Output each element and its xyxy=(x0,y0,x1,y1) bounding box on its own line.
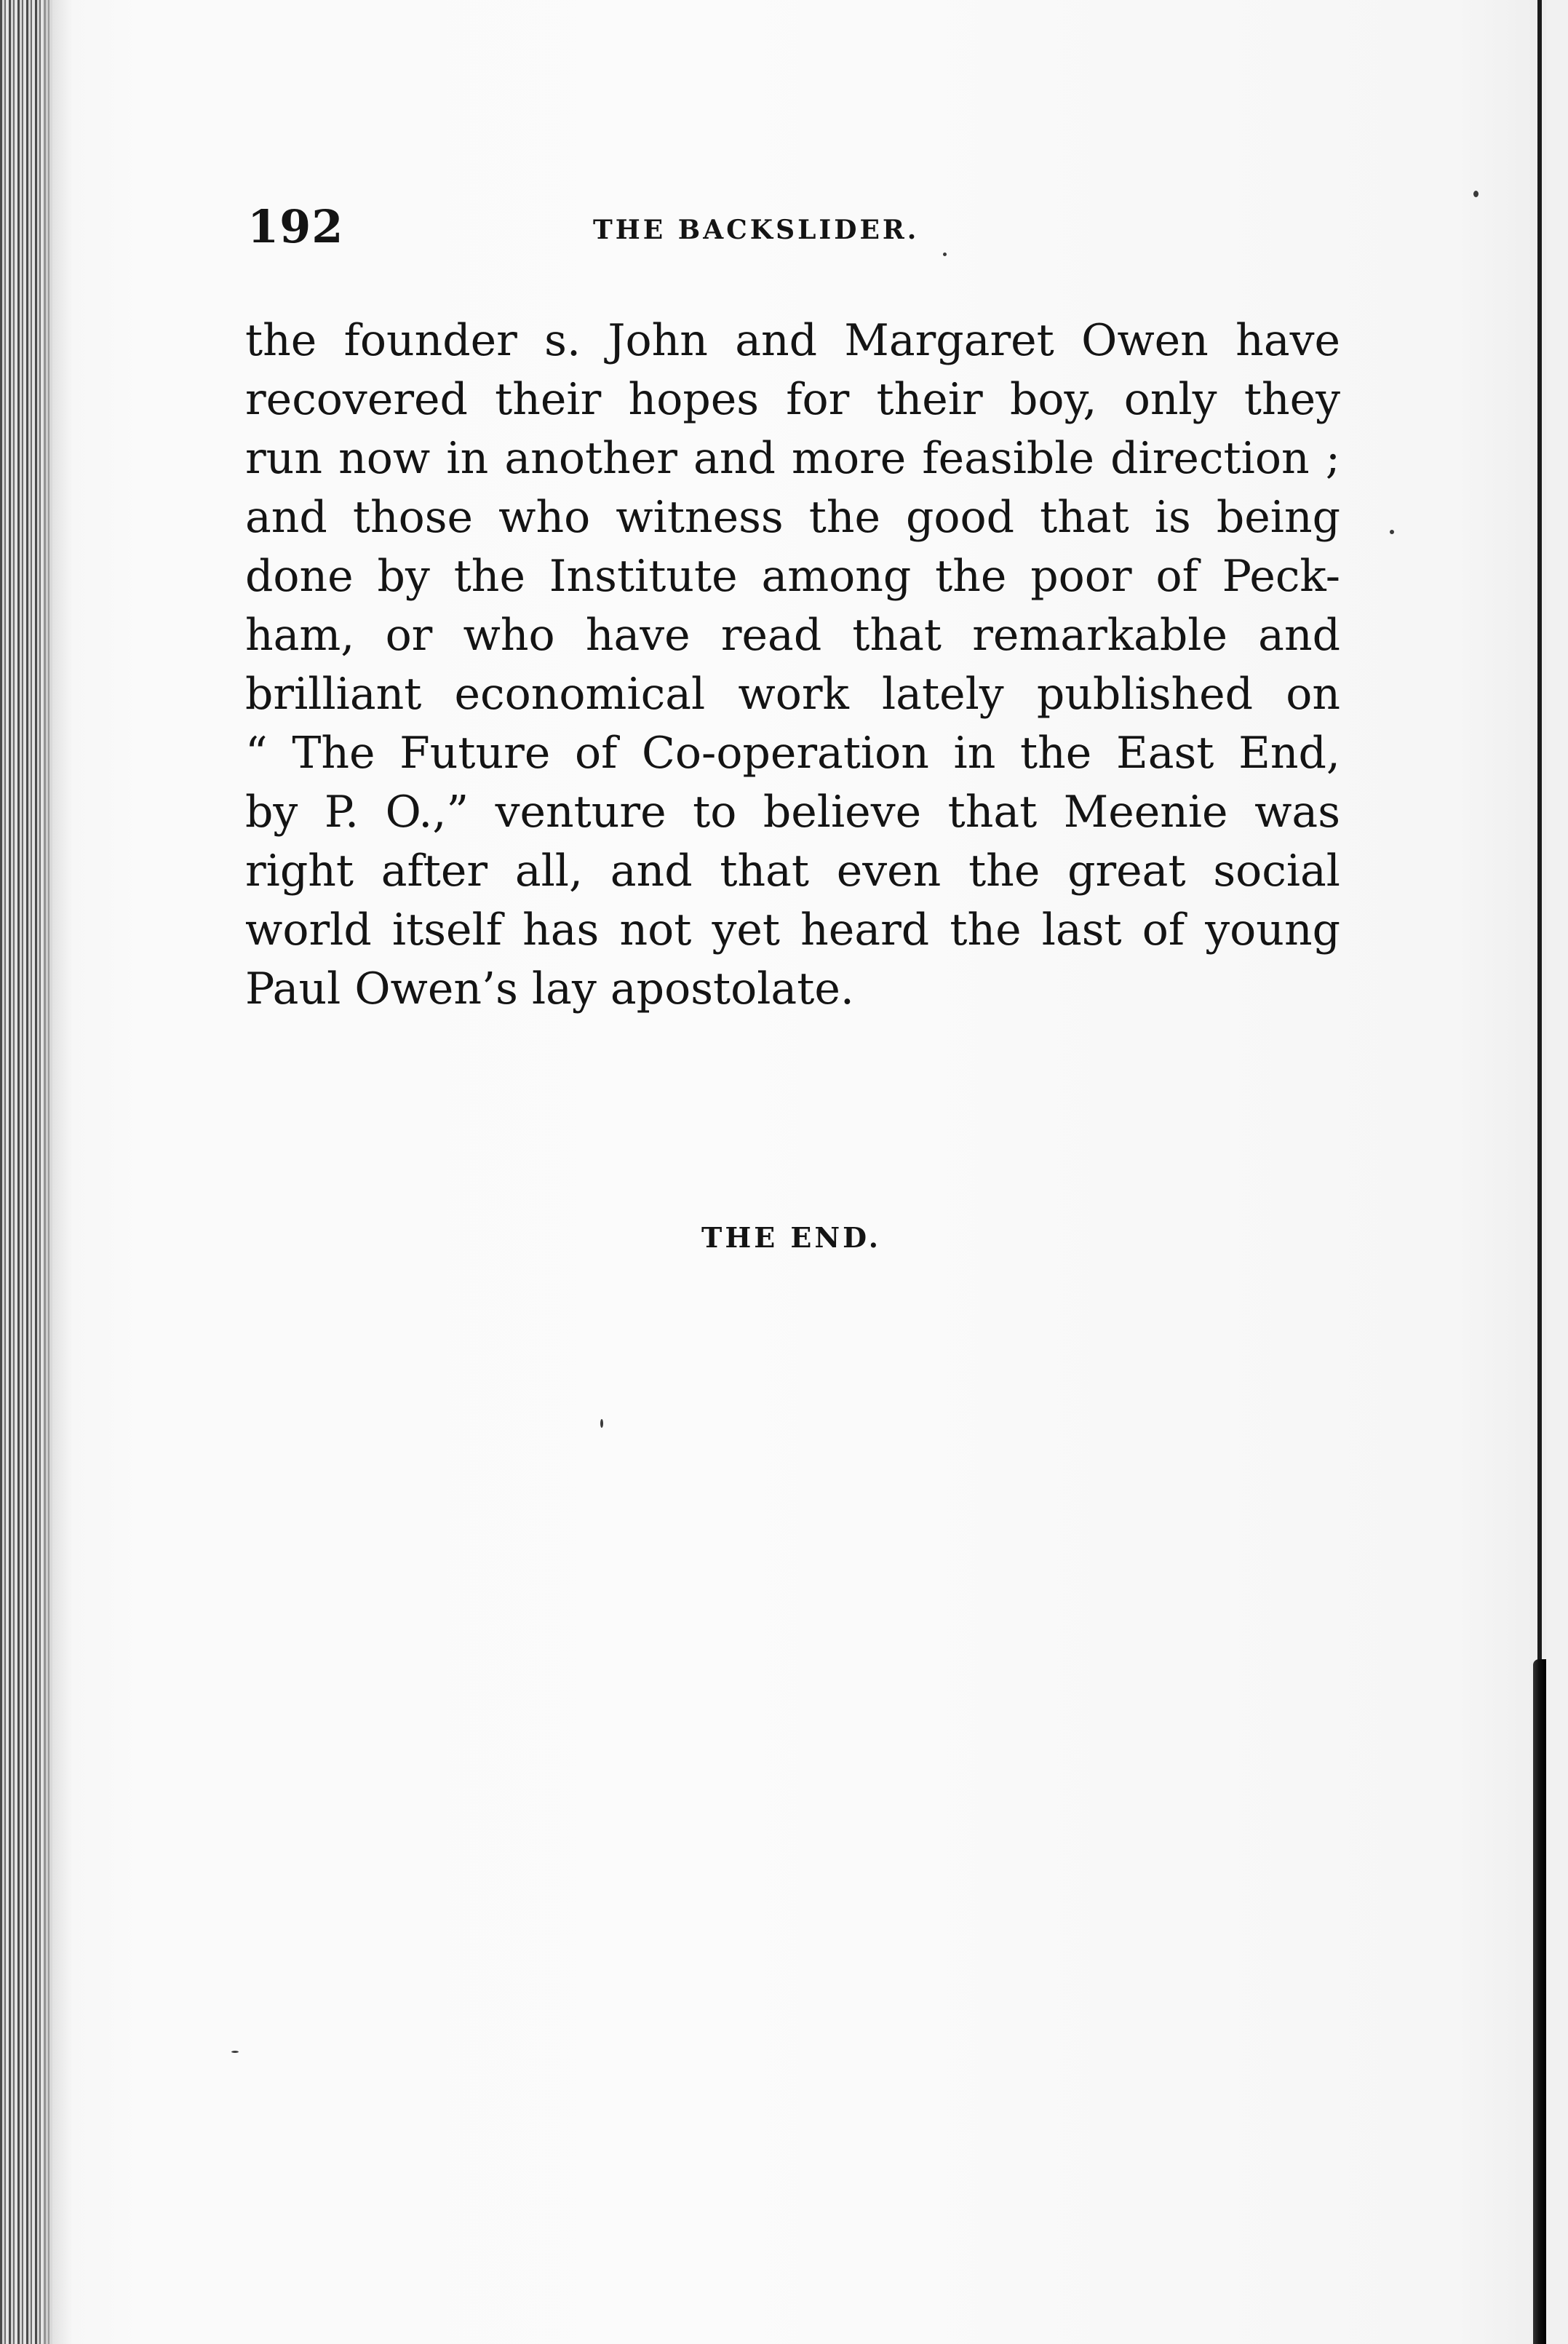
text-line: by P. O.,” venture to believe that Meenie was xyxy=(245,787,1340,838)
text-line: done by the Institute among the poor of Peck- xyxy=(245,551,1340,602)
text-line: and those who witness the good that is being xyxy=(245,492,1340,543)
text-line: Paul Owen’s lay apostolate. xyxy=(245,964,854,1014)
text-line: the founder s. John and Margaret Owen have xyxy=(245,315,1340,366)
text-line: world itself has not yet heard the last of young xyxy=(245,905,1340,956)
text-line: run now in another and more feasible direction ; xyxy=(245,433,1340,484)
ink-speck xyxy=(231,2051,239,2053)
text-line: “ The Future of Co-operation in the East End, xyxy=(245,728,1340,779)
body-paragraph xyxy=(245,311,1340,1019)
ink-speck xyxy=(1390,530,1394,534)
ink-speck xyxy=(600,1419,603,1428)
text-line: brilliant economical work lately published on xyxy=(245,669,1340,720)
text-line: recovered their hopes for their boy, only they xyxy=(245,374,1340,425)
page-header xyxy=(247,200,1339,266)
text-line: ham, or who have read that remarkable and xyxy=(245,610,1340,661)
text-line: right after all, and that even the great social xyxy=(245,846,1340,897)
scan-margin-right xyxy=(1546,0,1568,2344)
the-end-heading: THE END. xyxy=(701,1221,881,1254)
ink-speck xyxy=(1473,191,1479,197)
running-head: THE BACKSLIDER. xyxy=(593,215,920,245)
binding-shadow-right xyxy=(1533,1659,1546,2344)
page-number: 192 xyxy=(247,200,344,253)
gutter-shadow xyxy=(44,0,73,2344)
